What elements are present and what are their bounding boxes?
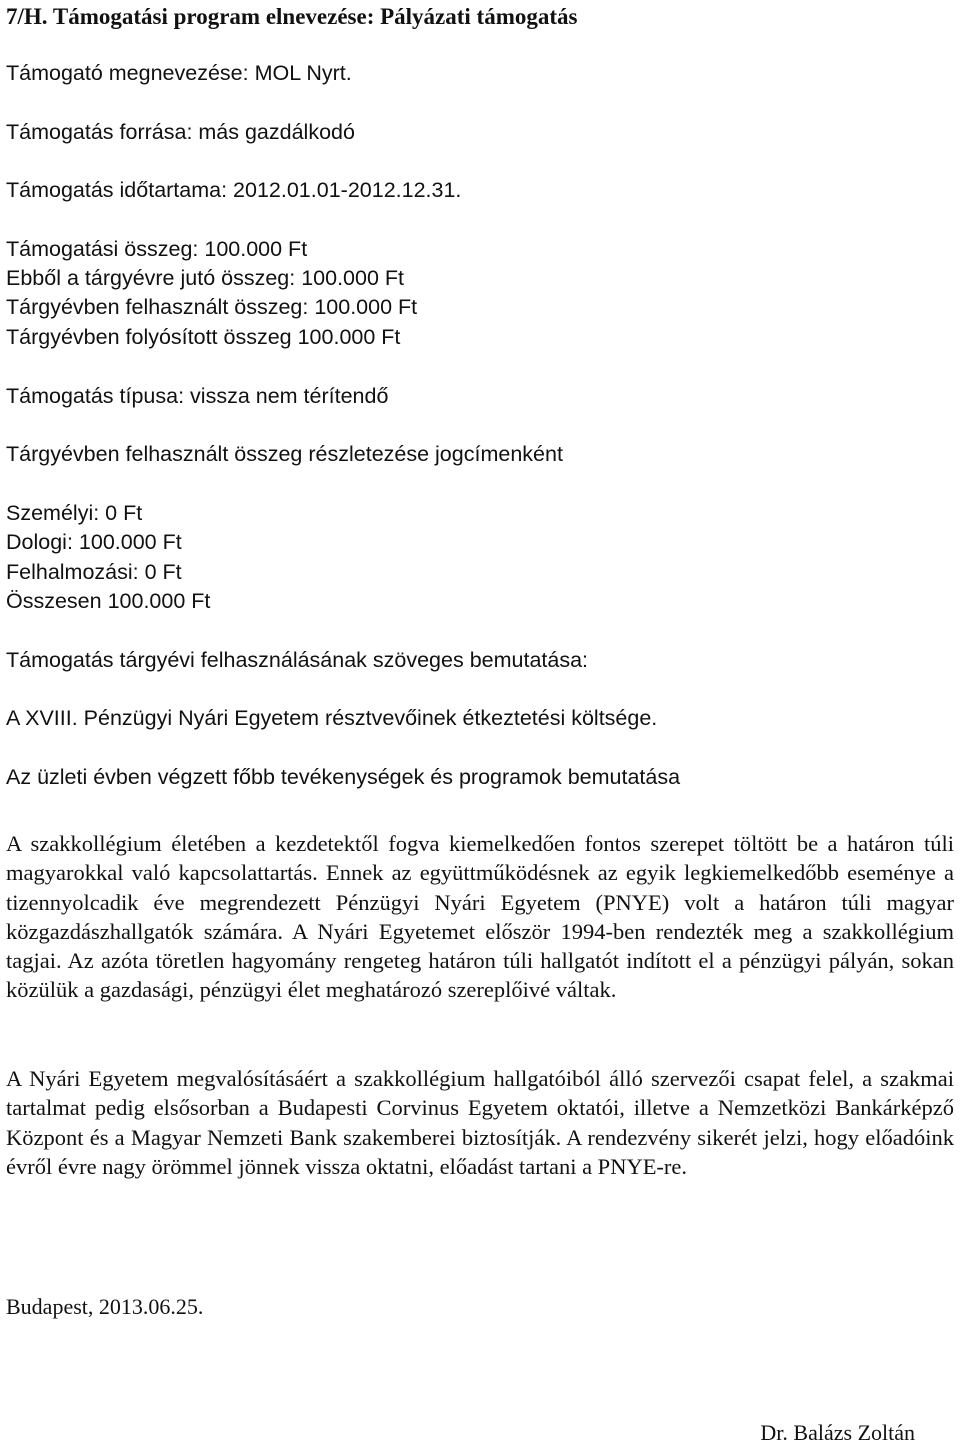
breakdown-heading: Tárgyévben felhasznált összeg részletezése jogcímenként bbox=[6, 442, 563, 466]
breakdown-total: Összesen 100.000 Ft bbox=[6, 589, 211, 613]
activities-paragraph-1: A szakkollégium életében a kezdetektől fogva kiemelkedően fontos szerepet töltött be a határon túli magyarokkal való kapcsolattartás. Ennek az együttműködésnek az egyik legkiemelkedőbb eseménye a tizennyolcadik éve megrendezett Pénzügyi Nyári Egyetem (PNYE) volt a határon túli magyar közgazdászhallgatók számára. A Nyári Egyetemet először 1994-ben rendezték meg a szakkollégium tagjai. Az azóta töretlen hagyomány rengeteg határon túli hallgatót indított el a pénzügyi pályán, sokan közülük a gazdasági, pénzügyi élet meghatározó szereplőivé váltak. bbox=[6, 831, 954, 1003]
breakdown-accumulation: Felhalmozási: 0 Ft bbox=[6, 560, 182, 584]
signatory-name: Dr. Balázs Zoltán bbox=[760, 1420, 915, 1445]
section-title: 7/H. Támogatási program elnevezése: Pályázati támogatás bbox=[6, 4, 578, 29]
supporter-name: Támogató megnevezése: MOL Nyrt. bbox=[6, 61, 352, 85]
breakdown-personal: Személyi: 0 Ft bbox=[6, 501, 143, 525]
usage-text: A XVIII. Pénzügyi Nyári Egyetem résztvevőinek étkeztetési költsége. bbox=[6, 706, 658, 730]
support-amount-paid: Tárgyévben folyósított összeg 100.000 Ft bbox=[6, 325, 401, 349]
support-type: Támogatás típusa: vissza nem térítendő bbox=[6, 384, 389, 408]
support-amount-used: Tárgyévben felhasznált összeg: 100.000 Ft bbox=[6, 295, 418, 319]
support-amount-total: Támogatási összeg: 100.000 Ft bbox=[6, 237, 308, 261]
place-and-date: Budapest, 2013.06.25. bbox=[6, 1294, 204, 1319]
activities-paragraph-2: A Nyári Egyetem megvalósításáért a szakkollégium hallgatóiból álló szervezői csapat felel, a szakmai tartalmat pedig elsősorban a Budapesti Corvinus Egyetem oktatói, illetve a Nemzetközi Bankárképző Központ és a Magyar Nemzeti Bank szakemberei biztosítják. A rendezvény sikerét jelzi, hogy előadóink évről évre nagy örömmel jönnek vissza oktatni, előadást tartani a PNYE-re. bbox=[6, 1066, 954, 1179]
support-amount-year-share: Ebből a tárgyévre jutó összeg: 100.000 Ft bbox=[6, 266, 404, 290]
activities-heading: Az üzleti évben végzett főbb tevékenységek és programok bemutatása bbox=[6, 765, 681, 789]
breakdown-material: Dologi: 100.000 Ft bbox=[6, 530, 182, 554]
support-source: Támogatás forrása: más gazdálkodó bbox=[6, 120, 355, 144]
usage-heading: Támogatás tárgyévi felhasználásának szöveges bemutatása: bbox=[6, 648, 589, 672]
support-duration: Támogatás időtartama: 2012.01.01-2012.12.31. bbox=[6, 178, 462, 202]
